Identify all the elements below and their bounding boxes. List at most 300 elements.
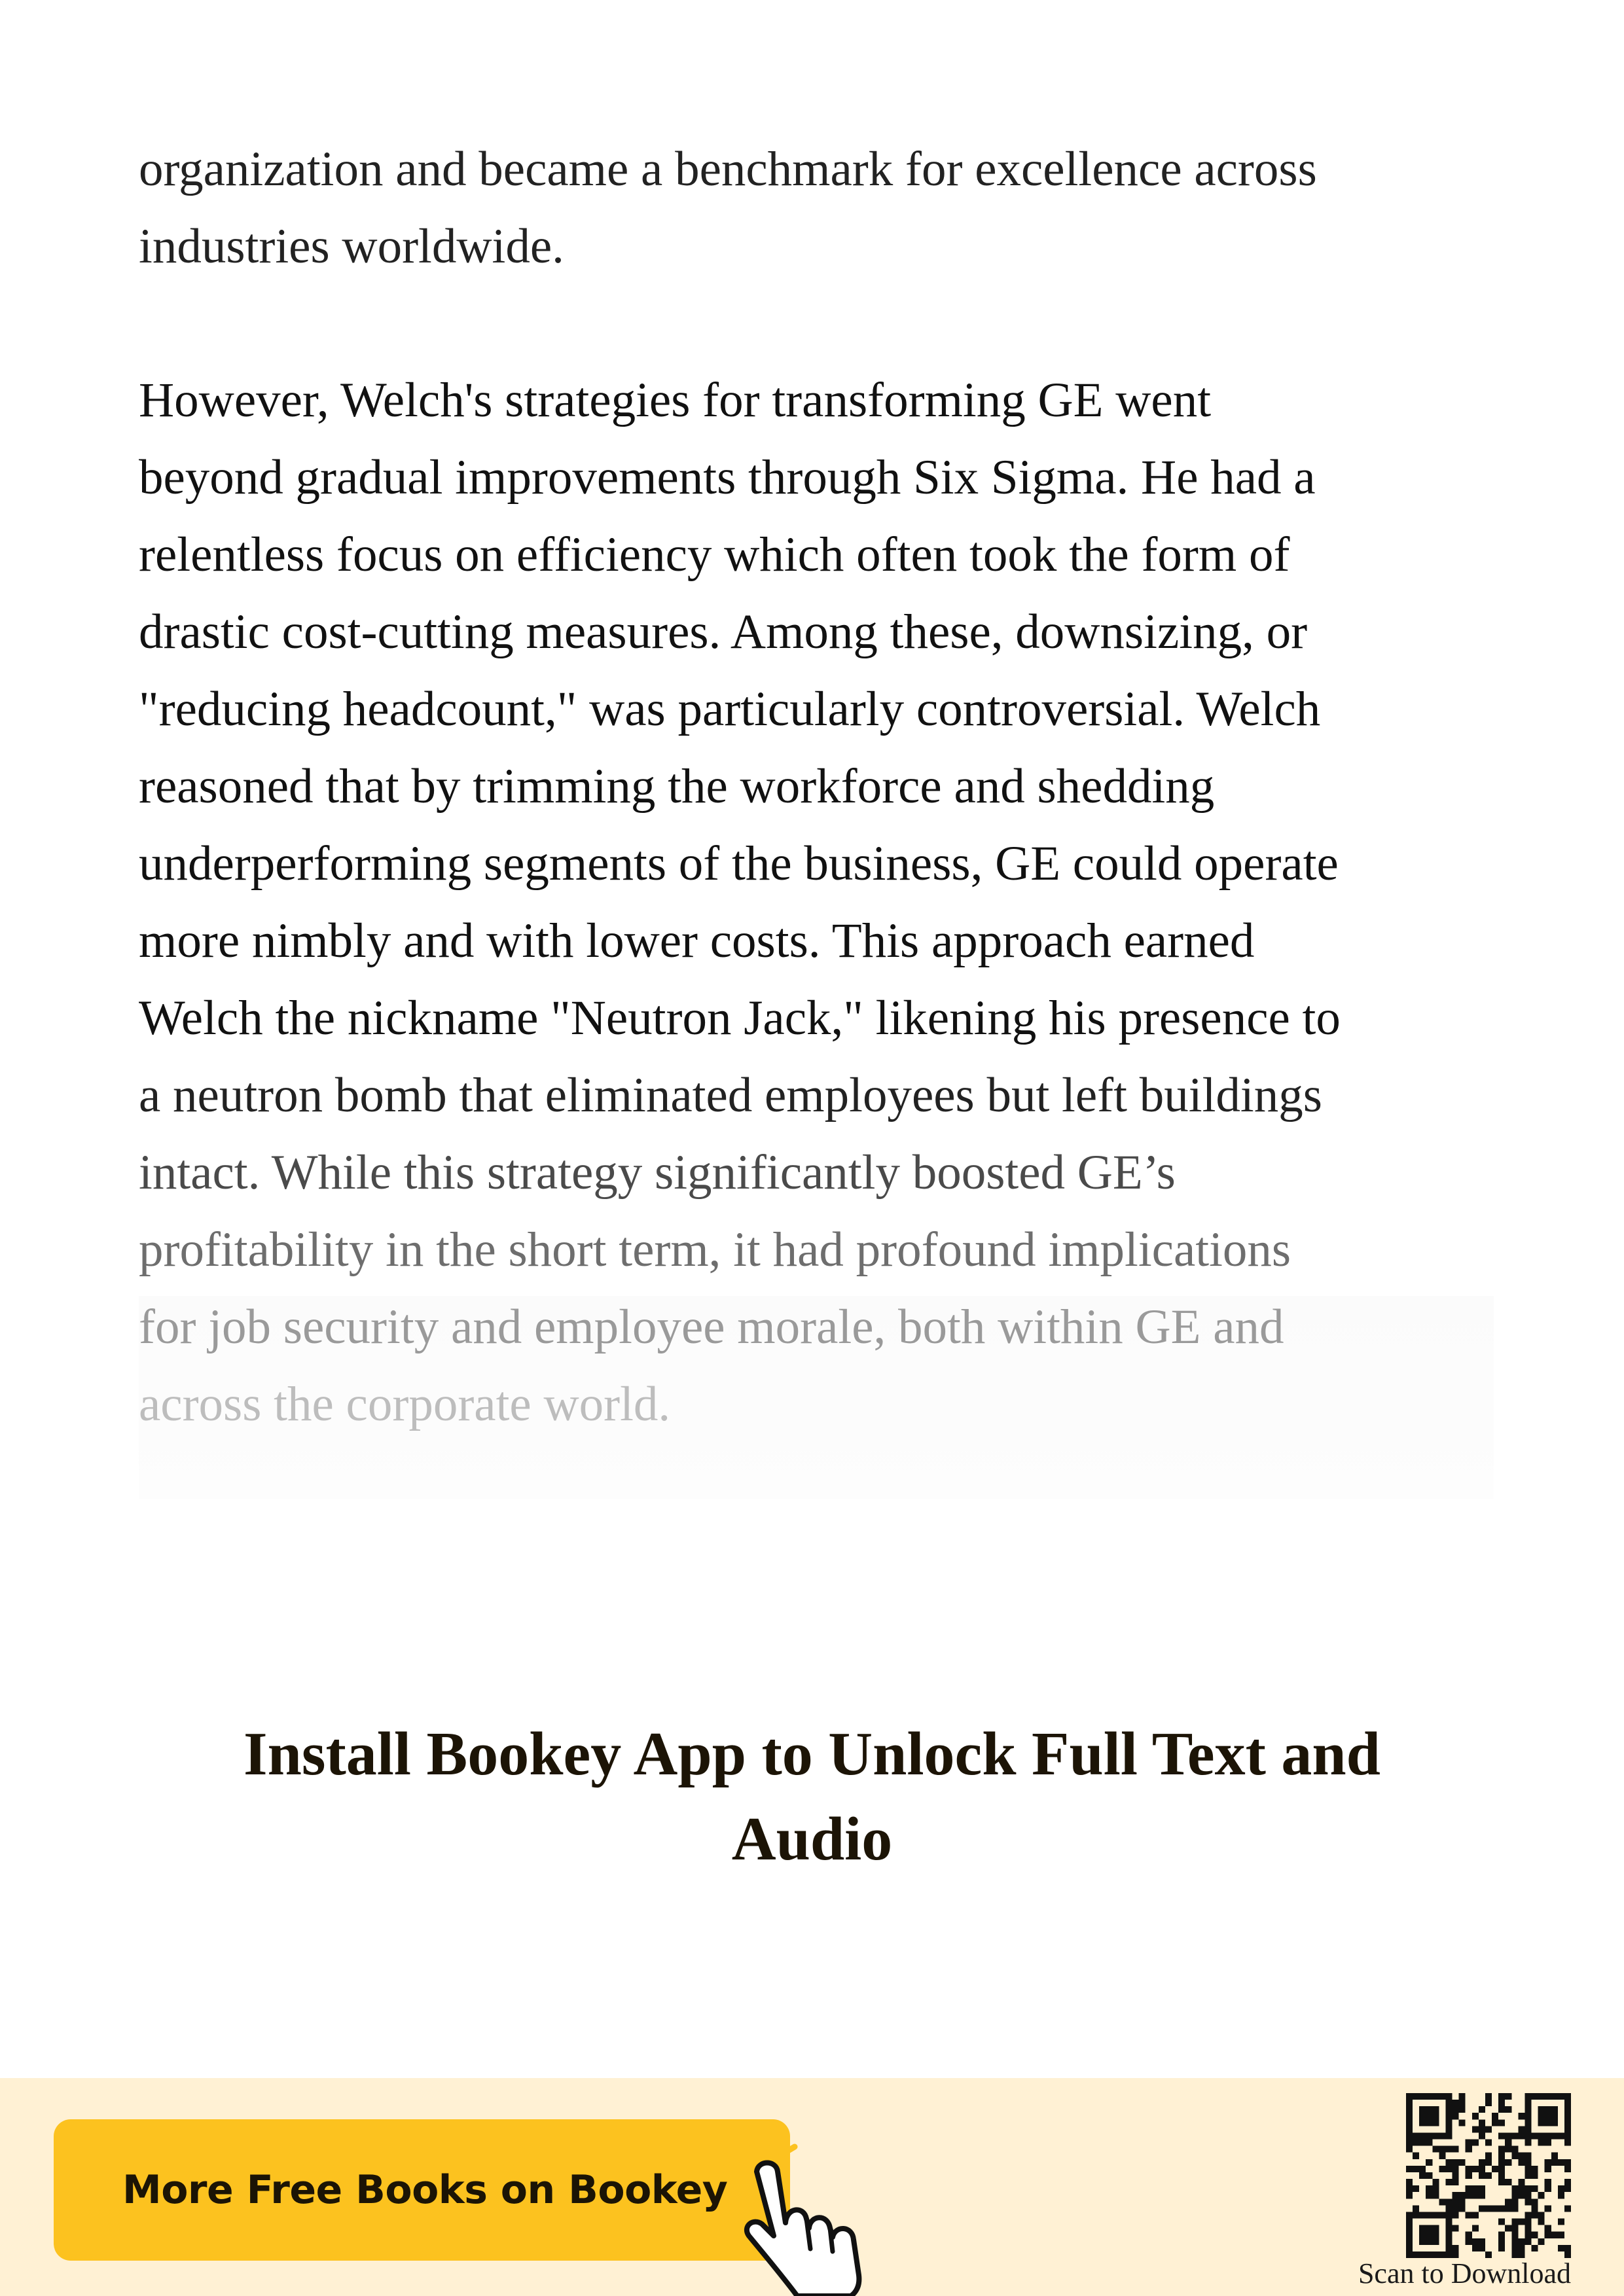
qr-module (1406, 2106, 1413, 2113)
qr-module (1511, 2132, 1518, 2139)
qr-module (1498, 2153, 1505, 2159)
qr-module (1538, 2119, 1545, 2126)
qr-module (1505, 2225, 1511, 2232)
qr-module (1479, 2245, 1485, 2251)
text-line: more nimbly and with lower costs. This approach earned (139, 914, 1255, 968)
qr-module (1479, 2205, 1485, 2212)
qr-module (1426, 2192, 1432, 2198)
qr-module (1432, 2146, 1439, 2153)
qr-module (1413, 2212, 1419, 2218)
qr-module (1558, 2192, 1564, 2198)
qr-module (1459, 2159, 1466, 2166)
text-line: reasoned that by trimming the workforce and shedding (139, 759, 1215, 814)
qr-module (1525, 2166, 1531, 2172)
qr-module (1466, 2232, 1472, 2238)
qr-module (1445, 2126, 1452, 2132)
qr-module (1505, 2093, 1511, 2100)
sparkle-lines (727, 2127, 795, 2157)
qr-module (1426, 2172, 1432, 2179)
qr-module (1485, 2126, 1492, 2132)
qr-module (1445, 2198, 1452, 2205)
qr-module (1518, 2179, 1525, 2185)
qr-module (1498, 2093, 1505, 2100)
qr-module (1445, 2132, 1452, 2139)
qr-module (1485, 2172, 1492, 2179)
qr-module (1432, 2132, 1439, 2139)
qr-module (1472, 2166, 1479, 2172)
paragraph-continued (139, 131, 1500, 285)
qr-module (1406, 2179, 1413, 2185)
qr-module (1426, 2106, 1432, 2113)
qr-module (1492, 2113, 1498, 2119)
text-line: industries worldwide. (139, 219, 564, 274)
qr-module (1419, 2172, 1426, 2179)
qr-module (1511, 2205, 1518, 2212)
qr-module (1426, 2185, 1432, 2192)
qr-module (1445, 2113, 1452, 2119)
text-line: a neutron bomb that eliminated employees but left buildings (139, 1068, 1322, 1122)
qr-module (1406, 2185, 1413, 2192)
qr-module (1453, 2113, 1459, 2119)
qr-module (1545, 2185, 1551, 2192)
qr-module (1564, 2093, 1571, 2100)
qr-module (1485, 2100, 1492, 2106)
qr-module (1525, 2185, 1531, 2192)
qr-module (1525, 2093, 1531, 2100)
qr-module (1564, 2140, 1571, 2146)
qr-module (1511, 2232, 1518, 2238)
qr-module (1538, 2192, 1545, 2198)
qr-module (1518, 2185, 1525, 2192)
qr-module (1479, 2132, 1485, 2139)
qr-module (1479, 2119, 1485, 2126)
qr-module (1432, 2113, 1439, 2119)
qr-module (1406, 2126, 1413, 2132)
qr-module (1472, 2192, 1479, 2198)
qr-module (1466, 2140, 1472, 2146)
qr-module (1439, 2153, 1445, 2159)
qr-module (1453, 2192, 1459, 2198)
qr-module (1545, 2093, 1551, 2100)
qr-module (1459, 2093, 1466, 2100)
qr-module (1432, 2238, 1439, 2245)
qr-module (1538, 2113, 1545, 2119)
qr-module (1419, 2166, 1426, 2172)
scan-caption: Scan to Download (1358, 2257, 1571, 2289)
qr-module (1479, 2126, 1485, 2132)
qr-module (1545, 2140, 1551, 2146)
qr-module (1532, 2132, 1538, 2139)
text-line: profitability in the short term, it had profound implications (139, 1223, 1291, 1277)
qr-module (1525, 2132, 1531, 2139)
qr-module (1406, 2093, 1413, 2100)
qr-module (1505, 2140, 1511, 2146)
qr-module (1564, 2205, 1571, 2212)
qr-module (1453, 2198, 1459, 2205)
qr-module (1445, 2119, 1452, 2126)
qr-module (1511, 2238, 1518, 2245)
qr-module (1426, 2093, 1432, 2100)
qr-module (1518, 2192, 1525, 2198)
qr-module (1485, 2159, 1492, 2166)
qr-module (1453, 2172, 1459, 2179)
qr-module (1432, 2179, 1439, 2185)
qr-module (1505, 2132, 1511, 2139)
qr-module (1564, 2113, 1571, 2119)
more-free-books-label: More Free Books on Bookey (122, 2167, 728, 2213)
qr-module (1525, 2119, 1531, 2126)
qr-module (1538, 2093, 1545, 2100)
qr-module (1479, 2192, 1485, 2198)
qr-module (1485, 2093, 1492, 2100)
qr-module (1453, 2166, 1459, 2172)
qr-module (1551, 2153, 1558, 2159)
qr-module (1445, 2106, 1452, 2113)
qr-module (1426, 2212, 1432, 2218)
qr-module (1545, 2232, 1551, 2238)
qr-module (1498, 2159, 1505, 2166)
qr-module (1532, 2212, 1538, 2218)
qr-module (1518, 2113, 1525, 2119)
qr-module (1564, 2245, 1571, 2251)
text-line: drastic cost-cutting measures. Among these, downsizing, or (139, 605, 1308, 659)
qr-module (1406, 2166, 1413, 2172)
qr-module (1426, 2119, 1432, 2126)
qr-module (1498, 2100, 1505, 2106)
qr-module (1445, 2179, 1452, 2185)
text-line: underperforming segments of the business, GE could operate (139, 836, 1339, 891)
qr-module (1459, 2100, 1466, 2106)
qr-module (1413, 2205, 1419, 2212)
qr-module (1426, 2159, 1432, 2166)
qr-module (1498, 2238, 1505, 2245)
qr-module (1432, 2225, 1439, 2232)
qr-module (1492, 2205, 1498, 2212)
qr-module (1532, 2198, 1538, 2205)
qr-module (1406, 2100, 1413, 2106)
qr-module (1564, 2132, 1571, 2139)
qr-module (1445, 2093, 1452, 2100)
qr-module (1545, 2205, 1551, 2212)
qr-module (1538, 2106, 1545, 2113)
unlock-heading-line: Install Bookey App to Unlock Full Text and (244, 1720, 1380, 1788)
qr-module (1551, 2106, 1558, 2113)
qr-module (1406, 2245, 1413, 2251)
qr-module (1419, 2132, 1426, 2139)
qr-module (1453, 2245, 1459, 2251)
qr-module (1406, 2146, 1413, 2153)
qr-module (1479, 2238, 1485, 2245)
qr-module (1432, 2093, 1439, 2100)
qr-module (1532, 2232, 1538, 2238)
qr-module (1466, 2185, 1472, 2192)
qr-module (1558, 2219, 1564, 2225)
qr-module (1419, 2238, 1426, 2245)
qr-module (1406, 2113, 1413, 2119)
qr-module (1453, 2100, 1459, 2106)
qr-module (1545, 2119, 1551, 2126)
qr-module (1426, 2140, 1432, 2146)
qr-module (1551, 2132, 1558, 2139)
text-line: intact. While this strategy significantly boosted GE’s (139, 1145, 1176, 1200)
qr-module (1498, 2132, 1505, 2139)
qr-module (1406, 2119, 1413, 2126)
qr-module (1525, 2232, 1531, 2238)
qr-module (1558, 2159, 1564, 2166)
qr-module (1558, 2185, 1564, 2192)
qr-module (1532, 2185, 1538, 2192)
qr-module (1439, 2166, 1445, 2172)
qr-module (1432, 2232, 1439, 2238)
qr-module (1511, 2198, 1518, 2205)
qr-module (1419, 2119, 1426, 2126)
tap-hand-icon (719, 2121, 882, 2296)
qr-module (1466, 2192, 1472, 2198)
qr-module (1426, 2238, 1432, 2245)
qr-module (1545, 2132, 1551, 2139)
qr-module (1551, 2232, 1558, 2238)
qr-module (1472, 2113, 1479, 2119)
qr-module (1538, 2140, 1545, 2146)
qr-module (1545, 2113, 1551, 2119)
qr-module (1564, 2159, 1571, 2166)
qr-module (1445, 2238, 1452, 2245)
qr-module (1453, 2225, 1459, 2232)
qr-module (1406, 2238, 1413, 2245)
text-line: Welch the nickname "Neutron Jack," likening his presence to (139, 991, 1341, 1045)
qr-module (1439, 2198, 1445, 2205)
qr-module (1505, 2198, 1511, 2205)
qr-module (1525, 2153, 1531, 2159)
qr-module (1466, 2238, 1472, 2245)
qr-module (1472, 2245, 1479, 2251)
qr-module (1498, 2146, 1505, 2153)
qr-module (1498, 2205, 1505, 2212)
text-line: organization and became a benchmark for excellence across (139, 142, 1317, 196)
qr-module (1406, 2132, 1413, 2139)
qr-module (1564, 2119, 1571, 2126)
qr-module (1413, 2132, 1419, 2139)
qr-module (1498, 2179, 1505, 2185)
qr-module (1419, 2140, 1426, 2146)
text-line: relentless focus on efficiency which often took the form of (139, 528, 1290, 582)
qr-module (1419, 2225, 1426, 2232)
qr-module (1406, 2232, 1413, 2238)
qr-module (1413, 2166, 1419, 2172)
qr-module (1419, 2113, 1426, 2119)
qr-module (1453, 2159, 1459, 2166)
qr-module (1472, 2238, 1479, 2245)
qr-module (1511, 2245, 1518, 2251)
qr-module (1525, 2212, 1531, 2218)
qr-module (1538, 2238, 1545, 2245)
qr-module (1525, 2172, 1531, 2179)
qr-module (1525, 2140, 1531, 2146)
qr-module (1492, 2166, 1498, 2172)
qr-module (1558, 2093, 1564, 2100)
qr-module (1558, 2132, 1564, 2139)
text-line: "reducing headcount," was particularly controversial. Welch (139, 682, 1321, 736)
qr-module (1485, 2153, 1492, 2159)
qr-module (1511, 2225, 1518, 2232)
more-free-books-button[interactable] (54, 2119, 790, 2261)
qr-module (1498, 2106, 1505, 2113)
qr-module (1453, 2205, 1459, 2212)
qr-module (1439, 2093, 1445, 2100)
qr-module (1564, 2179, 1571, 2185)
qr-module (1558, 2232, 1564, 2238)
qr-module (1445, 2232, 1452, 2238)
qr-module (1419, 2093, 1426, 2100)
qr-module (1518, 2126, 1525, 2132)
qr-module (1419, 2212, 1426, 2218)
qr-module (1525, 2238, 1531, 2245)
qr-module (1413, 2185, 1419, 2192)
qr-module (1525, 2113, 1531, 2119)
qr-module (1453, 2212, 1459, 2218)
qr-module (1432, 2119, 1439, 2126)
qr-module (1432, 2106, 1439, 2113)
qr-module (1453, 2179, 1459, 2185)
qr-module (1445, 2219, 1452, 2225)
qr-module (1525, 2225, 1531, 2232)
qr-module (1564, 2106, 1571, 2113)
qr-module (1511, 2146, 1518, 2153)
qr-module (1459, 2106, 1466, 2113)
qr-module (1532, 2172, 1538, 2179)
qr-module (1439, 2146, 1445, 2153)
qr-module (1472, 2225, 1479, 2232)
text-line: However, Welch's strategies for transforming GE went (139, 373, 1212, 427)
qr-module (1525, 2219, 1531, 2225)
qr-module (1532, 2245, 1538, 2251)
qr-module (1426, 2132, 1432, 2139)
qr-module (1564, 2100, 1571, 2106)
qr-module (1532, 2205, 1538, 2212)
qr-module (1492, 2119, 1498, 2126)
qr-module (1445, 2166, 1452, 2172)
qr-module (1479, 2159, 1485, 2166)
unlock-heading (0, 1712, 1624, 1882)
qr-module (1545, 2179, 1551, 2185)
qr-module (1505, 2179, 1511, 2185)
qr-module (1518, 2153, 1525, 2159)
qr-module (1525, 2159, 1531, 2166)
qr-module (1453, 2146, 1459, 2153)
qr-module (1426, 2232, 1432, 2238)
qr-module (1413, 2153, 1419, 2159)
unlock-heading-line: Audio (731, 1805, 893, 1873)
qr-module (1551, 2119, 1558, 2126)
qr-module (1406, 2192, 1413, 2198)
qr-module (1505, 2159, 1511, 2166)
qr-module (1498, 2119, 1505, 2126)
qr-module (1466, 2212, 1472, 2218)
qr-module (1439, 2212, 1445, 2218)
qr-module (1511, 2192, 1518, 2198)
qr-module (1406, 2225, 1413, 2232)
qr-module (1432, 2192, 1439, 2198)
qr-module (1472, 2212, 1479, 2218)
qr-module (1466, 2146, 1472, 2153)
qr-module (1459, 2192, 1466, 2198)
qr-module (1459, 2205, 1466, 2212)
qr-module (1413, 2093, 1419, 2100)
qr-module (1518, 2159, 1525, 2166)
qr-module (1445, 2245, 1452, 2251)
qr-module (1498, 2245, 1505, 2251)
qr-module (1472, 2126, 1479, 2132)
qr-module (1453, 2106, 1459, 2113)
qr-module (1419, 2232, 1426, 2238)
qr-module (1498, 2232, 1505, 2238)
qr-module (1426, 2225, 1432, 2232)
qr-module (1538, 2132, 1545, 2139)
qr-module (1505, 2146, 1511, 2153)
qr-module (1426, 2113, 1432, 2119)
qr-module (1445, 2212, 1452, 2218)
qr-code-icon (1406, 2093, 1571, 2258)
qr-module (1532, 2093, 1538, 2100)
qr-module (1564, 2166, 1571, 2172)
qr-module (1505, 2205, 1511, 2212)
qr-module (1532, 2166, 1538, 2172)
qr-module (1472, 2140, 1479, 2146)
qr-module (1525, 2126, 1531, 2132)
qr-module (1445, 2146, 1452, 2153)
qr-module (1466, 2166, 1472, 2172)
text-line: across the corporate world. (139, 1377, 671, 1431)
qr-module (1445, 2205, 1452, 2212)
qr-module (1406, 2140, 1413, 2146)
qr-module (1479, 2106, 1485, 2113)
text-line: for job security and employee morale, both within GE and (139, 1300, 1284, 1354)
qr-module (1432, 2212, 1439, 2218)
qr-module (1479, 2166, 1485, 2172)
qr-module (1545, 2159, 1551, 2166)
qr-module (1564, 2126, 1571, 2132)
qr-module (1558, 2245, 1564, 2251)
qr-module (1511, 2153, 1518, 2159)
qr-module (1545, 2225, 1551, 2232)
qr-module (1445, 2159, 1452, 2166)
qr-module (1518, 2219, 1525, 2225)
qr-module (1518, 2132, 1525, 2139)
qr-module (1525, 2192, 1531, 2198)
qr-module (1525, 2106, 1531, 2113)
qr-module (1485, 2140, 1492, 2146)
qr-module (1511, 2219, 1518, 2225)
qr-module (1459, 2119, 1466, 2126)
text-line: beyond gradual improvements through Six Sigma. He had a (139, 450, 1316, 505)
qr-module (1564, 2185, 1571, 2192)
qr-module (1479, 2172, 1485, 2179)
qr-module (1413, 2140, 1419, 2146)
qr-module (1419, 2106, 1426, 2113)
qr-module (1432, 2185, 1439, 2192)
qr-module (1511, 2185, 1518, 2192)
qr-module (1498, 2166, 1505, 2172)
qr-module (1445, 2225, 1452, 2232)
qr-module (1505, 2106, 1511, 2113)
qr-module (1498, 2172, 1505, 2179)
qr-module (1538, 2212, 1545, 2218)
qr-module (1472, 2185, 1479, 2192)
qr-module (1551, 2113, 1558, 2119)
qr-module (1439, 2132, 1445, 2139)
paragraph-preview (139, 362, 1500, 1443)
qr-module (1538, 2219, 1545, 2225)
